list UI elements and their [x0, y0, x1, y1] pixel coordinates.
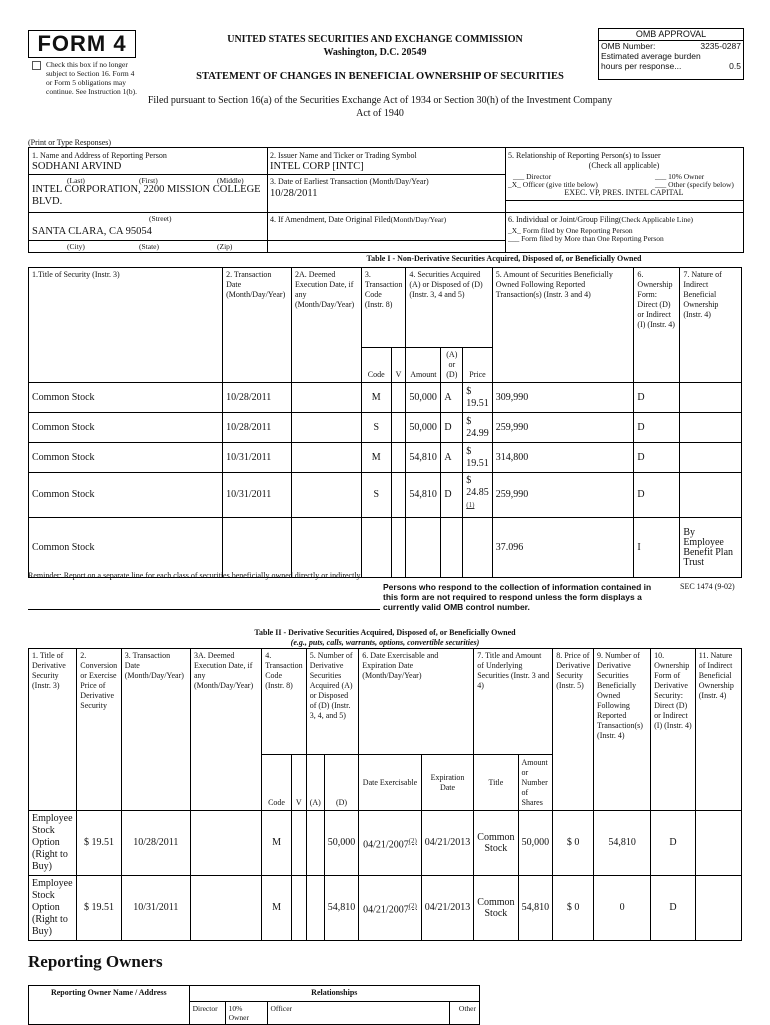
t1-cell-price: [463, 443, 493, 473]
t1-cell-form-text: D: [637, 451, 645, 463]
t2-cell-uamount-text: 50,000: [521, 837, 550, 848]
t1-h-date: 2. Transaction Date (Month/Day/Year): [223, 268, 292, 383]
t2-cell-conv-text: $ 19.51: [84, 837, 115, 848]
t1-cell-amount: [406, 383, 441, 413]
t2-cell-exercisable: [359, 811, 421, 876]
table2: [28, 648, 742, 941]
t1-cell-date: [223, 518, 292, 578]
t2-cell-code: [262, 876, 292, 941]
t1-cell-owned-text: 259,990: [495, 489, 529, 501]
t1-h-title: 1.Title of Security (Instr. 3): [29, 268, 223, 383]
city-label: (City): [67, 242, 85, 251]
t2-cell-owned: [594, 811, 651, 876]
t2-cell-price-text: $ 0: [566, 902, 580, 913]
t1-h-code: 3. Transaction Code (Instr. 8): [361, 268, 405, 348]
t2-cell-a: [306, 811, 324, 876]
t1-cell-date-text: 10/31/2011: [226, 489, 272, 501]
t1-cell-deemed: [292, 518, 362, 578]
t2-cell-date-text: 10/31/2011: [133, 902, 179, 913]
t2-cell-form-text: D: [669, 902, 677, 913]
omb-approval-box: [598, 28, 744, 80]
t2-cell-d-text: 54,810: [327, 902, 356, 913]
t2-cell-uamount-text: 54,810: [521, 902, 550, 913]
zip-label: (Zip): [217, 242, 233, 251]
individual-label: 6. Individual or Joint/Group Filing: [508, 215, 619, 224]
t1-cell-owned: [492, 518, 634, 578]
t1-cell-owned: [492, 383, 634, 413]
amendment-line: [270, 215, 446, 225]
filed-pursuant: Filed pursuant to Section 16(a) of the Securities Exchange Act of 1934 or Section 30(h) of the Investment Company Act of 1940: [147, 95, 613, 119]
t1-cell-date-text: 10/28/2011: [226, 391, 272, 403]
info-grid: 1. Name and Address of Reporting Person SODHANI ARVIND (Last) (First) (Middle) INTEL CORPORATION, 2200 MISSION COLLEGE BLVD. (Street) SANTA CLARA, CA 95054 (City) (State) (Zip) 2. Issuer Name and Ticker or Trading Symbol INTEL CORP [INTC] 3. Date of Earliest Transaction (Month/Day/Year) 10/28/2011 4. If Amendment, Date Original Filed(Month/Day/Year) 5. Relationship of Reporting Person(s) to Issuer (Check all applicable) ___ Director ___ 10% Owner _X_ Officer (give title below) ___ Other (specify below) EXEC. VP, PRES. INTEL CAPITAL 6. Individual or Joint/Group Filing(Check Applicable Line) _X_ Form filed by One Reporting Person ___ Form filed by More than One Reporting Person: [28, 147, 744, 253]
t1-cell-title: [29, 383, 223, 413]
form-label: FORM 4: [28, 30, 136, 58]
t2-h-d: (D): [324, 755, 359, 811]
t1-cell-date: [223, 473, 292, 518]
t1-cell-amount: [406, 518, 441, 578]
t2-h-deemed: 3A. Deemed Execution Date, if any (Month/Day/Year): [190, 649, 261, 811]
t2-h-underlying: 7. Title and Amount of Underlying Securities (Instr. 3 and 4): [474, 649, 553, 755]
t1-cell-amount-text: 50,000: [409, 421, 437, 433]
t1-h-securities: 4. Securities Acquired (A) or Disposed of (D) (Instr. 3, 4 and 5): [406, 268, 492, 348]
t1-cell-ad-text: A: [444, 451, 452, 463]
owners-director: Director: [189, 1002, 225, 1025]
omb-number: 3235-0287: [700, 41, 741, 51]
t1-cell-amount: [406, 473, 441, 518]
t2-cell-title-text: Employee Stock Option (Right to Buy): [32, 813, 73, 872]
t2-h-exp: Expiration Date: [421, 755, 474, 811]
table2-title: Table II - Derivative Securities Acquired, Disposed of, or Beneficially Owned: [254, 628, 516, 637]
t1-cell-title-text: Common Stock: [32, 421, 95, 433]
t1-cell-amount-text: 54,810: [409, 489, 437, 501]
middle-label: (Middle): [217, 176, 244, 185]
t2-cell-title-text: Employee Stock Option (Right to Buy): [32, 878, 73, 937]
omb-notice: Persons who respond to the collection of information contained in this form are not required to respond unless the form displays a currently valid OMB control number.: [383, 582, 652, 612]
t1-cell-title-text: Common Stock: [32, 489, 95, 501]
table1-row: [29, 518, 742, 578]
t1-cell-deemed: [292, 443, 362, 473]
t2-cell-price: [553, 811, 594, 876]
footnote-link[interactable]: (1): [466, 501, 475, 509]
first-label: (First): [139, 176, 158, 185]
t2-cell-code-text: M: [272, 902, 281, 913]
t1-h-nature: 7. Nature of Indirect Beneficial Ownership (Instr. 4): [680, 268, 742, 383]
t1-cell-title-text: Common Stock: [32, 541, 95, 553]
t2-cell-exercisable-text: 04/21/2007: [363, 904, 409, 916]
checkbox-note: Check this box if no longer subject to Section 16. Form 4 or Form 5 obligations may continue. See Instruction 1(b).: [46, 60, 138, 96]
t2-h-code-sub: Code: [262, 755, 292, 811]
t1-cell-form: [634, 383, 680, 413]
reporting-person-name: SODHANI ARVIND: [32, 161, 122, 172]
table1-row: [29, 383, 742, 413]
individual-one: _X_ Form filed by One Reporting Person: [508, 226, 633, 235]
amendment-sub: (Month/Day/Year): [390, 215, 447, 224]
amendment-label: 4. If Amendment, Date Original Filed: [270, 215, 391, 224]
t1-cell-form-text: I: [637, 541, 641, 553]
t1-cell-ad-text: A: [444, 391, 452, 403]
omb-hours: 0.5: [729, 61, 741, 71]
t1-cell-title-text: Common Stock: [32, 451, 95, 463]
owners-other: Other: [449, 1002, 479, 1025]
t1-cell-form-text: D: [637, 489, 645, 501]
t1-cell-ad: [441, 473, 463, 518]
t2-cell-conv: [77, 811, 121, 876]
t1-cell-date-text: 10/31/2011: [226, 451, 272, 463]
t2-cell-nature: [695, 811, 741, 876]
t1-cell-price-text: $ 24.85: [466, 475, 489, 498]
t2-cell-v: [291, 876, 306, 941]
table1-title: Table I - Non-Derivative Securities Acquired, Disposed of, or Beneficially Owned: [366, 254, 642, 263]
t1-cell-ad-text: D: [444, 421, 452, 433]
t2-cell-deemed: [190, 811, 261, 876]
t1-cell-amount: [406, 443, 441, 473]
t1-cell-v: [391, 443, 406, 473]
t2-h-owned: 9. Number of Derivative Securities Beneficially Owned Following Reported Transaction(s) (Instr. 4): [594, 649, 651, 811]
t1-cell-v: [391, 518, 406, 578]
table1: [28, 267, 742, 578]
t1-cell-form: [634, 473, 680, 518]
t2-cell-expiration-text: 04/21/2013: [424, 902, 471, 913]
t2-cell-owned: [594, 876, 651, 941]
t1-h-aord: (A) or (D): [441, 348, 463, 383]
t2-h-uamount: Amount or Number of Shares: [518, 755, 553, 811]
t1-cell-owned-text: 37.096: [495, 541, 524, 553]
t1-cell-title: [29, 518, 223, 578]
t2-cell-utitle-text: Common Stock: [477, 832, 515, 854]
no-longer-subject-checkbox[interactable]: [32, 61, 41, 70]
t1-cell-ad: [441, 383, 463, 413]
t2-h-v: V: [291, 755, 306, 811]
t1-cell-form-text: D: [637, 391, 645, 403]
t2-cell-date-text: 10/28/2011: [133, 837, 179, 848]
table1-row: [29, 413, 742, 443]
t2-h-price: 8. Price of Derivative Security (Instr. 5): [553, 649, 594, 811]
t2-cell-expiration: [421, 876, 474, 941]
reporting-person-label: 1. Name and Address of Reporting Person: [32, 151, 167, 160]
t1-cell-amount-text: 54,810: [409, 451, 437, 463]
t1-cell-nature: [680, 443, 742, 473]
t2-cell-conv-text: $ 19.51: [84, 902, 115, 913]
t1-cell-nature: [680, 383, 742, 413]
t1-cell-date-text: 10/28/2011: [226, 421, 272, 433]
t2-cell-code: [262, 811, 292, 876]
t1-cell-price: [463, 383, 493, 413]
t1-cell-owned: [492, 443, 634, 473]
relationship-sub: (Check all applicable): [588, 161, 660, 170]
t2-cell-nature: [695, 876, 741, 941]
t2-h-date-ex: Date Exercisable: [359, 755, 421, 811]
print-note: (Print or Type Responses): [28, 138, 112, 147]
t1-cell-price: [463, 413, 493, 443]
t2-cell-a: [306, 876, 324, 941]
owner10-option: 10% Owner: [668, 172, 705, 181]
last-label: (Last): [67, 176, 85, 185]
reminder: Reminder: Report on a separate line for each class of securities beneficially owned directly or indirectly.: [28, 571, 363, 580]
t1-cell-title: [29, 473, 223, 518]
t1-cell-price-text: $ 19.51: [466, 385, 489, 409]
t1-cell-code-text: M: [371, 451, 381, 463]
t2-cell-utitle: [474, 811, 518, 876]
owners-table: [28, 985, 480, 1025]
earliest-date-value: 10/28/2011: [270, 188, 318, 199]
t1-h-deemed: 2A. Deemed Execution Date, if any (Month/Day/Year): [292, 268, 362, 383]
t2-h-dates: 6. Date Exercisable and Expiration Date (Month/Day/Year): [359, 649, 474, 755]
t2-cell-d: [324, 876, 359, 941]
t1-cell-code: [361, 443, 391, 473]
t1-h-code-sub: Code: [361, 348, 391, 383]
t2-cell-date: [121, 811, 190, 876]
t1-cell-deemed: [292, 473, 362, 518]
t2-h-a: (A): [306, 755, 324, 811]
reporting-person-city: SANTA CLARA, CA 95054: [32, 226, 152, 237]
t2-cell-exercisable: [359, 876, 421, 941]
owners-name-col: Reporting Owner Name / Address: [29, 986, 190, 1025]
reporting-person-address: INTEL CORPORATION, 2200 MISSION COLLEGE BLVD.: [32, 184, 261, 207]
t2-cell-v: [291, 811, 306, 876]
t1-cell-ad: [441, 413, 463, 443]
t2-cell-price: [553, 876, 594, 941]
t2-h-nature: 11. Nature of Indirect Beneficial Ownership (Instr. 4): [695, 649, 741, 811]
other-option: Other (specify below): [668, 180, 734, 189]
t1-cell-code: [361, 518, 391, 578]
t1-h-v: V: [391, 348, 406, 383]
t2-cell-title: [29, 811, 77, 876]
t1-cell-amount: [406, 413, 441, 443]
t2-cell-utitle: [474, 876, 518, 941]
t1-h-owned: 5. Amount of Securities Beneficially Owned Following Reported Transaction(s) (Instr. 3 and 4): [492, 268, 634, 383]
owners-rel-col: Relationships: [189, 986, 479, 1002]
table1-row: [29, 443, 742, 473]
t1-cell-nature: [680, 518, 742, 578]
individual-more: ___ Form filed by More than One Reporting Person: [508, 234, 664, 243]
t2-cell-form: [651, 811, 696, 876]
t1-cell-owned: [492, 473, 634, 518]
sec-code: SEC 1474 (9-02): [680, 582, 735, 591]
individual-sub: (Check Applicable Line): [618, 215, 694, 224]
t1-cell-v: [391, 473, 406, 518]
t1-cell-price-text: $ 24.99: [466, 415, 489, 439]
footnote-link[interactable]: (2): [408, 836, 417, 845]
omb-burden-label: Estimated average burden: [601, 51, 701, 61]
t1-cell-title-text: Common Stock: [32, 391, 95, 403]
t2-cell-form: [651, 876, 696, 941]
t2-cell-utitle-text: Common Stock: [477, 897, 515, 919]
t1-h-amount: Amount: [406, 348, 441, 383]
omb-title: OMB APPROVAL: [599, 29, 743, 41]
t2-h-date: 3. Transaction Date (Month/Day/Year): [121, 649, 190, 811]
t1-cell-ad-text: D: [444, 489, 452, 501]
t1-cell-ad: [441, 518, 463, 578]
t1-cell-form-text: D: [637, 421, 645, 433]
officer-mark: _X_: [508, 180, 521, 189]
t1-cell-code-text: S: [373, 489, 379, 501]
t1-cell-deemed: [292, 413, 362, 443]
t2-h-conv: 2. Conversion or Exercise Price of Derivative Security: [77, 649, 121, 811]
omb-number-label: OMB Number:: [601, 41, 656, 51]
t1-cell-owned-text: 309,990: [495, 391, 529, 403]
footnote-link[interactable]: (2): [408, 901, 417, 910]
t1-cell-date: [223, 443, 292, 473]
table1-row: [29, 473, 742, 518]
t2-cell-exercisable-text: 04/21/2007: [363, 839, 409, 851]
t1-h-price: Price: [463, 348, 493, 383]
t1-cell-price: [463, 518, 493, 578]
t1-cell-title: [29, 413, 223, 443]
t2-cell-expiration: [421, 811, 474, 876]
table2-subtitle: (e.g., puts, calls, warrants, options, convertible securities): [290, 638, 480, 647]
t2-h-title: 1. Title of Derivative Security (Instr. 3): [29, 649, 77, 811]
t1-cell-form: [634, 413, 680, 443]
t1-cell-amount-text: 50,000: [409, 391, 437, 403]
table2-row: [29, 811, 742, 876]
t1-cell-deemed: [292, 383, 362, 413]
relationship-label: 5. Relationship of Reporting Person(s) to Issuer: [508, 151, 661, 160]
t1-cell-ad: [441, 443, 463, 473]
omb-hours-label: hours per response...: [601, 61, 682, 71]
t1-cell-owned: [492, 413, 634, 443]
state-label: (State): [139, 242, 159, 251]
t2-cell-deemed: [190, 876, 261, 941]
t1-cell-code-text: S: [373, 421, 379, 433]
t2-cell-d: [324, 811, 359, 876]
t2-h-form: 10. Ownership Form of Derivative Security: Direct (D) or Indirect (I) (Instr. 4): [651, 649, 696, 811]
t1-cell-form: [634, 518, 680, 578]
t1-cell-date: [223, 413, 292, 443]
t1-cell-nature: [680, 473, 742, 518]
owners-heading: Reporting Owners: [28, 952, 163, 971]
t2-cell-uamount: [518, 876, 553, 941]
t2-cell-price-text: $ 0: [566, 837, 580, 848]
t1-cell-nature-text: By Employee Benefit Plan Trust: [683, 526, 734, 568]
t1-cell-price-text: $ 19.51: [466, 445, 489, 469]
issuer-label: 2. Issuer Name and Ticker or Trading Symbol: [270, 151, 417, 160]
t2-cell-title: [29, 876, 77, 941]
t1-cell-v: [391, 413, 406, 443]
t1-cell-code: [361, 413, 391, 443]
t1-cell-code: [361, 473, 391, 518]
t1-cell-owned-text: 314,800: [495, 451, 529, 463]
t2-cell-code-text: M: [272, 837, 281, 848]
owners-10pct: 10% Owner: [225, 1002, 267, 1025]
director-option: Director: [526, 172, 552, 181]
t1-cell-nature: [680, 413, 742, 443]
t2-cell-expiration-text: 04/21/2013: [424, 837, 471, 848]
t2-cell-form-text: D: [669, 837, 677, 848]
t1-cell-code-text: M: [371, 391, 381, 403]
t2-cell-date: [121, 876, 190, 941]
t1-cell-date: [223, 383, 292, 413]
earliest-date-label: 3. Date of Earliest Transaction (Month/Day/Year): [270, 177, 429, 186]
t2-cell-uamount: [518, 811, 553, 876]
officer-title: EXEC. VP, PRES. INTEL CAPITAL: [564, 188, 684, 197]
officer-option: Officer (give title below): [522, 180, 598, 189]
t1-cell-form: [634, 443, 680, 473]
street-label: (Street): [149, 214, 172, 223]
t1-h-form: 6. Ownership Form: Direct (D) or Indirect (I) (Instr. 4): [634, 268, 680, 383]
t2-cell-conv: [77, 876, 121, 941]
t2-cell-owned-text: 54,810: [608, 837, 636, 848]
t1-cell-title: [29, 443, 223, 473]
table2-row: [29, 876, 742, 941]
agency-name: UNITED STATES SECURITIES AND EXCHANGE COMMISSION: [227, 34, 523, 45]
t1-cell-price: [463, 473, 493, 518]
t2-h-code: 4. Transaction Code (Instr. 8): [262, 649, 306, 755]
t1-cell-code: [361, 383, 391, 413]
t1-cell-owned-text: 259,990: [495, 421, 529, 433]
owners-officer: Officer: [267, 1002, 449, 1025]
agency-location: Washington, D.C. 20549: [323, 47, 427, 58]
t2-h-utitle: Title: [474, 755, 518, 811]
issuer-value: INTEL CORP [INTC]: [270, 161, 364, 172]
t2-h-number: 5. Number of Derivative Securities Acquired (A) or Disposed of (D) (Instr. 3, 4, and 5): [306, 649, 359, 755]
t2-cell-owned-text: 0: [619, 902, 625, 913]
statement-title: STATEMENT OF CHANGES IN BENEFICIAL OWNERSHIP OF SECURITIES: [196, 71, 564, 82]
t2-cell-d-text: 50,000: [327, 837, 356, 848]
t1-cell-v: [391, 383, 406, 413]
